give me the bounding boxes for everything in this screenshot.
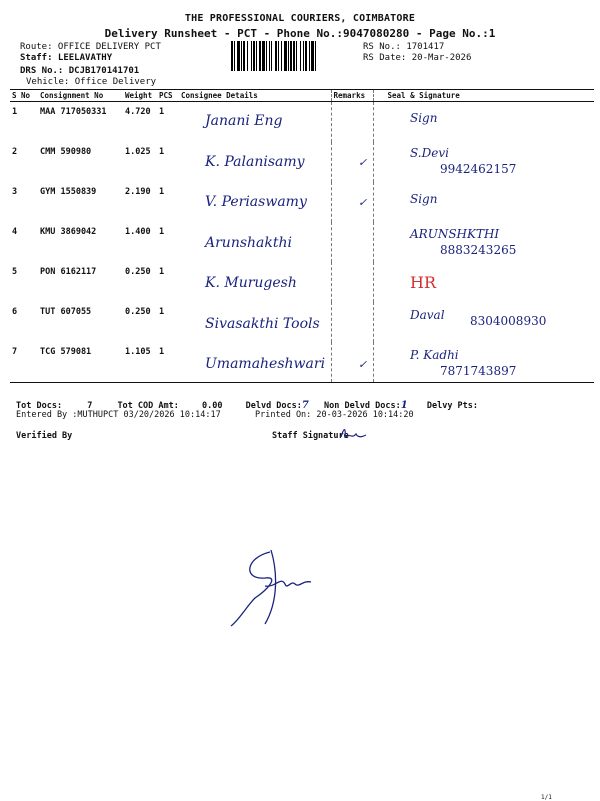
cell-weight: 2.190: [125, 187, 151, 197]
route: Route: OFFICE DELIVERY PCT: [20, 42, 161, 52]
col-consignment: Consignment No: [38, 90, 123, 102]
cell-sno: 5: [12, 267, 18, 277]
col-weight: Weight: [123, 90, 157, 102]
company-name: THE PROFESSIONAL COURIERS, COIMBATORE: [184, 13, 416, 24]
phone-handwriting: 9942462157: [440, 161, 517, 176]
cell-sno: 7: [10, 342, 38, 383]
tot-docs-label: Tot Docs:: [16, 401, 63, 411]
cell-signature: [373, 102, 594, 143]
remarks-mark: ✓: [358, 155, 368, 169]
table-header: [10, 90, 594, 102]
cell-sno: 2: [12, 147, 18, 157]
remarks-mark: ✓: [358, 358, 368, 371]
signature-handwriting: P. Kadhi: [410, 348, 459, 362]
col-remarks: Remarks: [331, 90, 373, 102]
cell-sno: 4: [12, 227, 18, 237]
cell-consignment: CMM 590980: [40, 147, 92, 157]
rs-date: RS Date: 20-Mar-2026: [363, 53, 472, 63]
non-delvd-label: Non Delvd Docs:: [323, 401, 401, 411]
consignee-handwriting: K. Palanisamy: [205, 153, 305, 170]
cell-pcs: 1: [159, 267, 165, 277]
signature-handwriting: ARUNSHKTHI: [410, 226, 500, 241]
cod-label: Tot COD Amt:: [117, 401, 179, 411]
tot-docs: 7: [87, 401, 93, 411]
cell-weight: 0.250: [125, 267, 151, 277]
staff-signature-mark: [338, 425, 368, 441]
consignee-handwriting: Umamaheshwari: [205, 356, 326, 372]
cell-weight: 1.025: [125, 147, 151, 157]
printed-on: Printed On: 20-03-2026 10:14:20: [255, 410, 414, 420]
vehicle: Vehicle: Office Delivery: [26, 77, 157, 87]
signature-handwriting: Sign: [410, 192, 438, 206]
barcode-bar: [316, 41, 318, 71]
staff: Staff: LEELAVATHY: [20, 53, 113, 63]
rs-number: RS No.: 1701417: [363, 42, 445, 52]
cell-sno: 1: [12, 107, 18, 117]
col-sno: S No: [10, 90, 38, 102]
signature-handwriting: Sign: [410, 111, 438, 125]
cell-pcs: 1: [159, 107, 165, 117]
cell-remarks: [331, 302, 373, 342]
cell-remarks: [331, 102, 373, 143]
page-number: 1/1: [541, 794, 552, 801]
staff-signature-label: Staff Signature: [272, 431, 349, 441]
runsheet-title: Delivery Runsheet - PCT - Phone No.:9047080280 - Page No.:1: [104, 27, 496, 40]
cell-remarks: [331, 262, 373, 302]
consignee-handwriting: K. Murugesh: [205, 275, 297, 291]
runsheet-table: [10, 89, 594, 383]
col-pcs: PCS: [157, 90, 179, 102]
cell-signature: [373, 262, 594, 302]
verifier-signature: [225, 540, 335, 630]
consignee-handwriting: Janani Eng: [205, 113, 283, 129]
cell-weight: 0.250: [125, 307, 151, 317]
remarks-mark: ✓: [358, 196, 368, 209]
consignee-handwriting: V. Periaswamy: [205, 194, 307, 210]
signature-handwriting: HR: [410, 273, 436, 292]
cell-remarks: [331, 222, 373, 262]
phone-handwriting: 8304008930: [470, 313, 547, 328]
delvd-count: 7: [301, 400, 309, 411]
phone-handwriting: 8883243265: [440, 242, 517, 257]
cell-weight: 4.720: [125, 107, 151, 117]
entered-by: Entered By :MUTHUPCT 03/20/2026 10:14:17: [16, 410, 221, 420]
cell-sno: 6: [12, 307, 18, 317]
cell-pcs: 1: [159, 227, 165, 237]
cell-pcs: 1: [159, 147, 165, 157]
table-row: [10, 262, 594, 302]
cell-consignment: KMU 3869042: [40, 227, 97, 237]
cell-weight: 1.105: [123, 342, 157, 383]
consignee-handwriting: Arunshakthi: [205, 234, 292, 251]
cell-pcs: 1: [159, 187, 165, 197]
verified-by: Verified By: [16, 431, 73, 441]
cell-consignment: GYM 1550839: [40, 187, 97, 197]
cell-pcs: 1: [157, 342, 179, 383]
cell-pcs: 1: [159, 307, 165, 317]
cell-consignment: MAA 717050331: [40, 107, 107, 117]
delvy-label: Delvy Pts:: [426, 401, 479, 411]
cell-sno: 3: [12, 187, 18, 197]
signature-handwriting: Daval: [410, 307, 445, 322]
barcode: [231, 41, 359, 71]
consignee-handwriting: Sivasakthi Tools: [205, 315, 320, 332]
drs-number: DRS No.: DCJB170141701: [20, 66, 140, 76]
col-consignee: Consignee Details: [179, 90, 331, 102]
non-delvd-count: 1: [400, 400, 408, 411]
cell-consignment: PON 6162117: [40, 267, 97, 277]
cell-consignment: TCG 579081: [38, 342, 123, 383]
cod-amount: 0.00: [201, 401, 223, 411]
col-signature: Seal & Signature: [373, 90, 594, 102]
delvd-label: Delvd Docs:: [245, 401, 302, 411]
cell-weight: 1.400: [125, 227, 151, 237]
phone-handwriting: 7871743897: [440, 364, 517, 378]
signature-handwriting: S.Devi: [410, 145, 449, 160]
table-row: [10, 102, 594, 143]
cell-signature: [373, 182, 594, 222]
cell-consignment: TUT 607055: [40, 307, 92, 317]
